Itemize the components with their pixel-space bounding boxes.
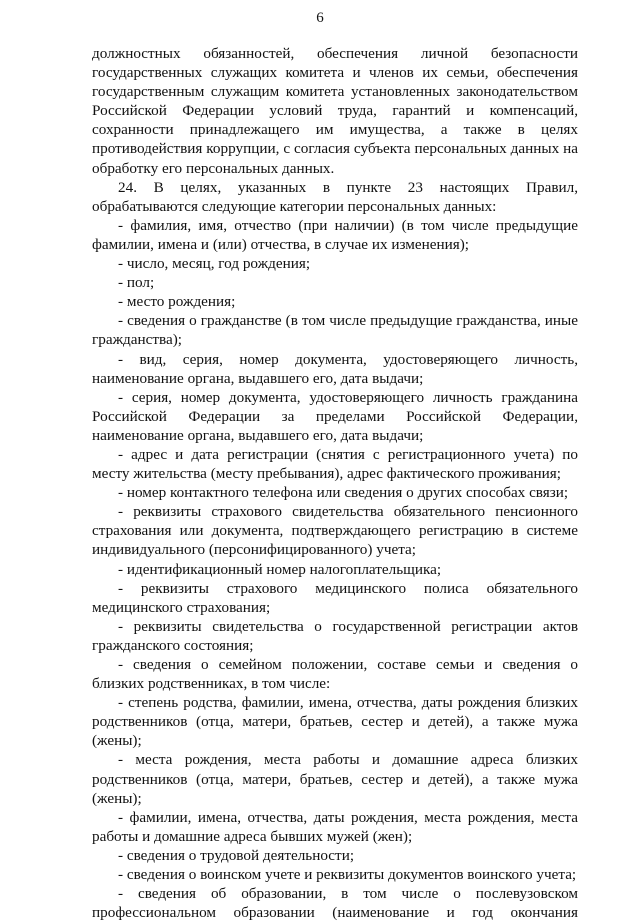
- list-item-citizenship: - сведения о гражданстве (в том числе предыдущие гражданства, иные гражданства);: [92, 312, 578, 349]
- list-item-foreign-passport: - серия, номер документа, удостоверяющего личность гражданина Российской Федерации за пределами Российской Федерации, наименование органа, выдавшего его, дата выдачи;: [92, 388, 578, 444]
- document-body: [92, 44, 578, 922]
- paragraph-continuation: должностных обязанностей, обеспечения личной безопасности государственных служащих комитета и членов их семьи, обеспечения государственным служащим комитета установленных законодательством Российской Федерации условий труда, гарантий и компенсаций, сохранности принадлежащего им имущества, а также в целях противодействия коррупции, с согласия субъекта персональных данных на обработку его персональных данных.: [92, 45, 578, 177]
- list-item-pension-insurance: - реквизиты страхового свидетельства обязательного пенсионного страхования или документа, подтверждающего регистрацию в системе индивидуального (персонифицированного) учета;: [92, 503, 578, 559]
- list-item-medical-insurance: - реквизиты страхового медицинского полиса обязательного медицинского страхования;: [92, 579, 578, 616]
- list-item-relatives-addresses: - места рождения, места работы и домашние адреса близких родственников (отца, матери, братьев, сестер и детей), а также мужа (жены);: [92, 751, 578, 807]
- list-item-taxpayer-id: - идентификационный номер налогоплательщика;: [118, 560, 442, 578]
- list-item-contact-phone: - номер контактного телефона или сведения о других способах связи;: [118, 484, 569, 502]
- list-item-civil-status-acts: - реквизиты свидетельства о государственной регистрации актов гражданского состояния;: [92, 617, 578, 654]
- paragraph-clause-24: 24. В целях, указанных в пункте 23 настоящих Правил, обрабатываются следующие категории персональных данных:: [92, 178, 578, 215]
- list-item-education: - сведения об образовании, в том числе о послевузовском профессиональном образовании (наименование и год окончания: [92, 885, 578, 922]
- list-item-registration-address: - адрес и дата регистрации (снятия с регистрационного учета) по месту жительства (месту пребывания), адрес фактического проживания;: [92, 445, 578, 483]
- list-item-work-history: - сведения о трудовой деятельности;: [118, 846, 355, 864]
- list-item-family-status: - сведения о семейном положении, составе семьи и сведения о близких родственниках, в том числе:: [92, 656, 578, 693]
- list-item-birthplace: - место рождения;: [118, 293, 236, 311]
- list-item-sex: - пол;: [118, 274, 155, 292]
- list-item-military-registration: - сведения о воинском учете и реквизиты документов воинского учета;: [118, 866, 577, 884]
- page-number: 6: [316, 10, 324, 26]
- list-item-relatives-degree: - степень родства, фамилии, имена, отчества, даты рождения близких родственников (отца, матери, братьев, сестер и детей), а также мужа (жены);: [92, 694, 578, 750]
- list-item-birth-date: - число, месяц, год рождения;: [118, 255, 311, 273]
- list-item-former-spouses: - фамилии, имена, отчества, даты рождения, места рождения, места работы и домашние адреса бывших мужей (жен);: [92, 808, 578, 845]
- list-item-identity-document: - вид, серия, номер документа, удостоверяющего личность, наименование органа, выдавшего его, дата выдачи;: [92, 350, 578, 387]
- list-item-full-name: - фамилия, имя, отчество (при наличии) (в том числе предыдущие фамилии, имена и (или) отчества, в случае их изменения);: [92, 216, 578, 253]
